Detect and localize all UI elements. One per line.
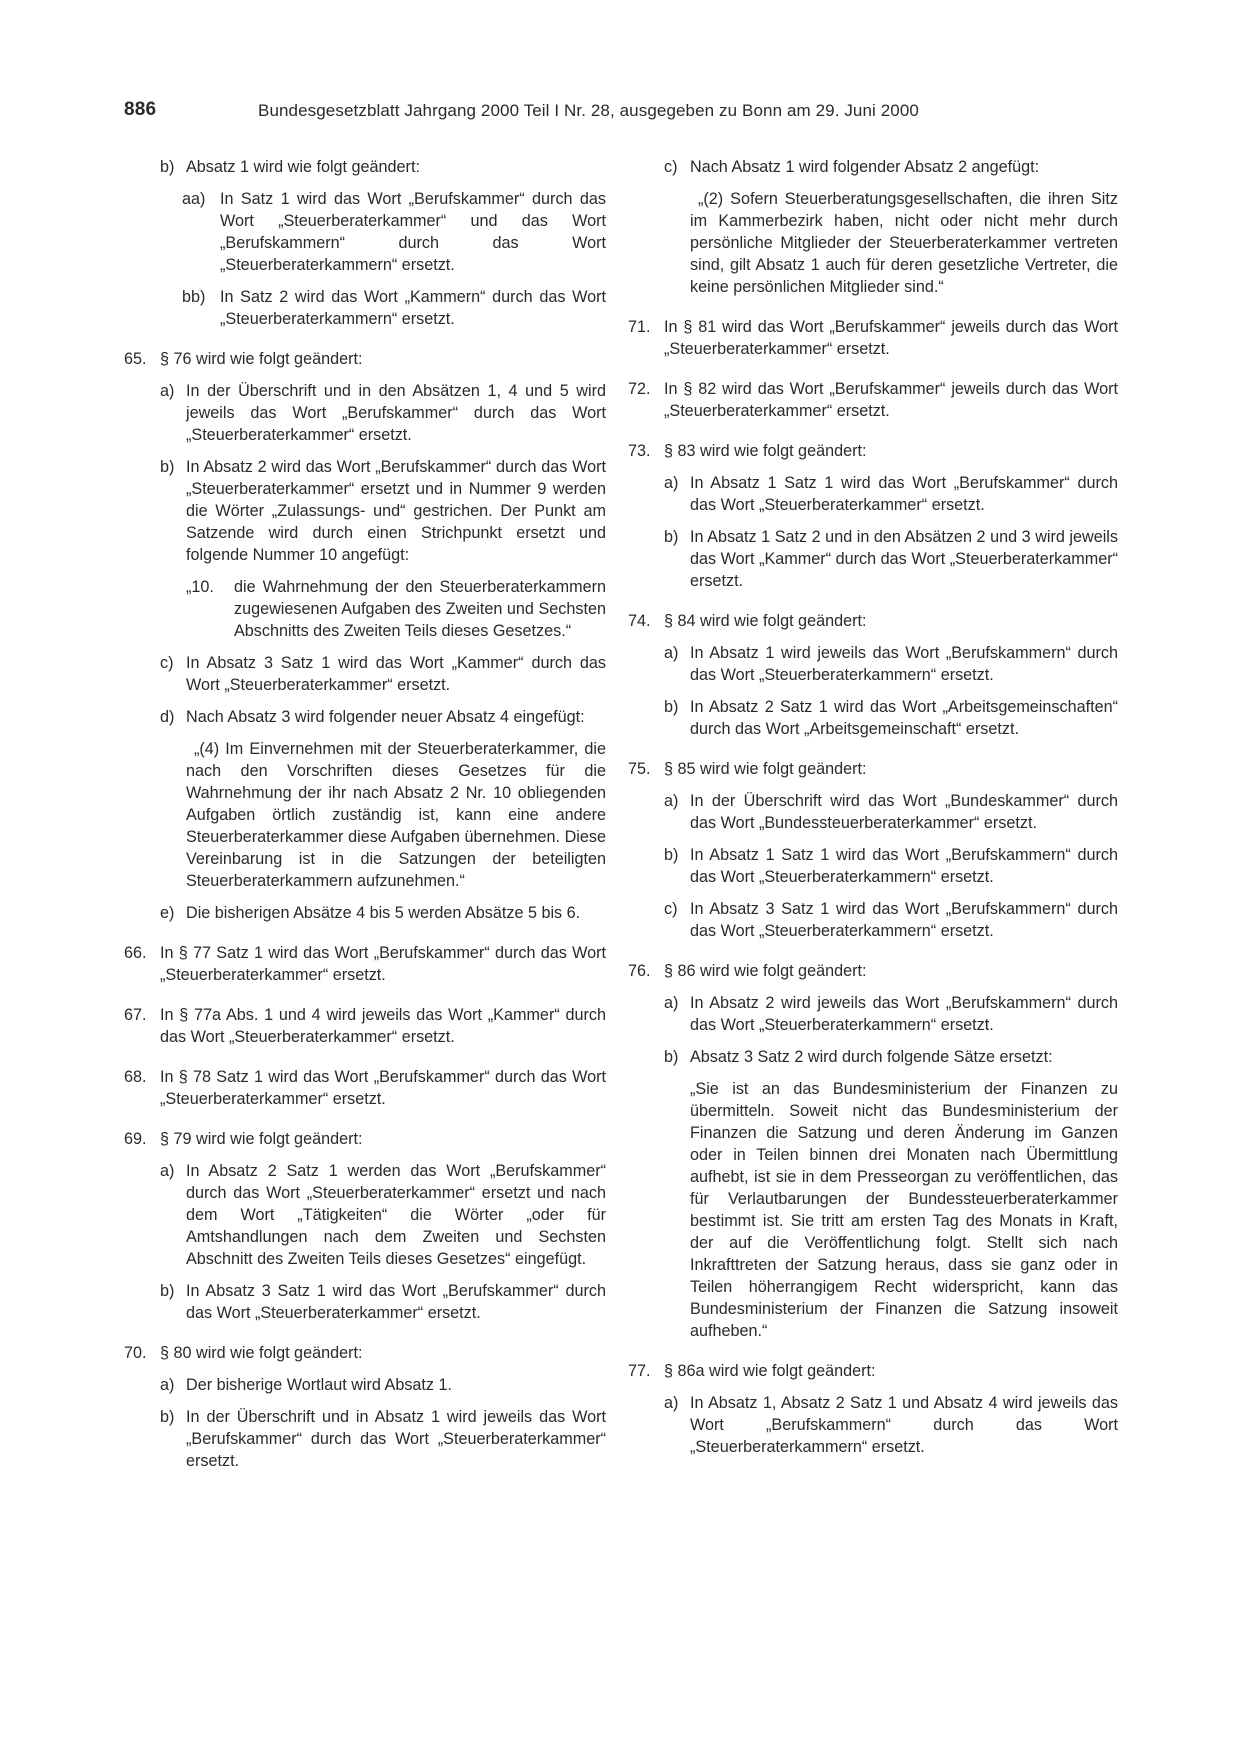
list-item: 67. In § 77a Abs. 1 und 4 wird jeweils das Wort „Kammer“ durch das Wort „Steuerberaterkammer“ ersetzt. [124,1006,606,1046]
list-item: 69. § 79 wird wie folgt geändert: [124,1130,363,1148]
list-item: 77. § 86a wird wie folgt geändert: [628,1362,876,1380]
page-number: 886 [124,99,157,120]
list-item: 75. § 85 wird wie folgt geändert: [628,760,867,778]
list-item: a) In Absatz 1 Satz 1 wird das Wort „Berufskammer“ durch das Wort „Steuerberaterkammer“ ersetzt. [664,474,1118,514]
list-item: b) In Absatz 3 Satz 1 wird das Wort „Berufskammer“ durch das Wort „Steuerberaterkammer“ ersetzt. [160,1282,606,1322]
quoted-paragraph: „(4) Im Einvernehmen mit der Steuerberaterkammer, die nach den Vorschriften dieses Gesetzes für die Wahrnehmung der ihr nach Absatz 2 Nr. 10 obliegenden Aufgaben örtlich zuständig ist, kann eine andere Steuerberaterkammer diese Aufgaben übernehmen. Diese Vereinbarung ist in die Satzungen der beteiligten Steuerberaterkammern aufzunehmen.“ [186,740,606,890]
list-item: 73. § 83 wird wie folgt geändert: [628,442,867,460]
list-item: b) In Absatz 1 Satz 1 wird das Wort „Berufskammern“ durch das Wort „Steuerberaterkammern“ ersetzt. [664,846,1118,886]
list-item: a) In Absatz 1 wird jeweils das Wort „Berufskammern“ durch das Wort „Steuerberaterkammern“ ersetzt. [664,644,1118,684]
list-item: 66. In § 77 Satz 1 wird das Wort „Berufskammer“ durch das Wort „Steuerberaterkammer“ ersetzt. [124,944,606,984]
list-item: c) Nach Absatz 1 wird folgender Absatz 2 angefügt: [664,158,1040,176]
left-column [124,156,606,1482]
list-item: 74. § 84 wird wie folgt geändert: [628,612,867,630]
running-header: Bundesgesetzblatt Jahrgang 2000 Teil I Nr. 28, ausgegeben zu Bonn am 29. Juni 2000 [258,101,919,120]
list-item: 65. § 76 wird wie folgt geändert: [124,350,363,368]
list-item: a) In der Überschrift wird das Wort „Bundeskammer“ durch das Wort „Bundessteuerberaterkammer“ ersetzt. [664,792,1118,832]
list-item: b) In Absatz 2 wird das Wort „Berufskammer“ durch das Wort „Steuerberaterkammer“ ersetzt und in Nummer 9 werden die Wörter „Zulassungs- und“ gestrichen. Der Punkt am Satzende wird durch einen Strichpunkt ersetzt und folgende Nummer 10 angefügt: [160,458,606,564]
list-item: b) In Absatz 2 Satz 1 wird das Wort „Arbeitsgemeinschaften“ durch das Wort „Arbeitsgemeinschaft“ ersetzt. [664,698,1118,738]
list-item: a) In der Überschrift und in den Absätzen 1, 4 und 5 wird jeweils das Wort „Berufskammer“ durch das Wort „Steuerberaterkammer“ ersetzt. [160,382,606,444]
list-item: d) Nach Absatz 3 wird folgender neuer Absatz 4 eingefügt: [160,708,585,726]
quoted-paragraph: „(2) Sofern Steuerberatungsgesellschaften, die ihren Sitz im Kammerbezirk haben, nicht oder nicht mehr durch persönliche Mitglieder der Steuerberaterkammer vertreten sind, gilt Absatz 1 auch für deren gesetzliche Vertreter, die keine persönlichen Mitglieder sind.“ [690,190,1118,296]
list-item: b) In Absatz 1 Satz 2 und in den Absätzen 2 und 3 wird jeweils das Wort „Kammer“ durch das Wort „Steuerberaterkammer“ ersetzt. [664,528,1118,590]
list-item: a) Der bisherige Wortlaut wird Absatz 1. [160,1376,453,1394]
list-item: aa) In Satz 1 wird das Wort „Berufskammer“ durch das Wort „Steuerberaterkammer“ und das Wort „Berufskammern“ durch das Wort „Steuerberaterkammern“ ersetzt. [182,190,606,274]
list-item: c) In Absatz 3 Satz 1 wird das Wort „Berufskammern“ durch das Wort „Steuerberaterkammern“ ersetzt. [664,900,1118,940]
list-item: a) In Absatz 1, Absatz 2 Satz 1 und Absatz 4 wird jeweils das Wort „Berufskammern“ durch das Wort „Steuerberaterkammern“ ersetzt. [664,1394,1118,1456]
list-item: a) In Absatz 2 Satz 1 werden das Wort „Berufskammer“ durch das Wort „Steuerberaterkammer“ ersetzt und nach dem Wort „Tätigkeiten“ die Wörter „oder für Amtshandlungen nach dem Zweiten und Sechsten Abschnitt des Zweiten Teils dieses Gesetzes“ eingefügt. [160,1162,606,1268]
list-item: 72. In § 82 wird das Wort „Berufskammer“ jeweils durch das Wort „Steuerberaterkammer“ ersetzt. [628,380,1118,420]
right-column [628,156,1118,1468]
list-item: b) Absatz 3 Satz 2 wird durch folgende Sätze ersetzt: [664,1048,1053,1066]
list-item: 76. § 86 wird wie folgt geändert: [628,962,867,980]
list-item: 70. § 80 wird wie folgt geändert: [124,1344,363,1362]
list-item: b) In der Überschrift und in Absatz 1 wird jeweils das Wort „Berufskammer“ durch das Wort „Steuerberaterkammer“ ersetzt. [160,1408,606,1470]
list-item: c) In Absatz 3 Satz 1 wird das Wort „Kammer“ durch das Wort „Steuerberaterkammer“ ersetzt. [160,654,606,694]
list-item: bb) In Satz 2 wird das Wort „Kammern“ durch das Wort „Steuerberaterkammern“ ersetzt. [182,288,606,328]
list-item: b) Absatz 1 wird wie folgt geändert: [160,158,420,176]
quoted-item: „10. die Wahrnehmung der den Steuerberaterkammern zugewiesenen Aufgaben des Zweiten und Sechsten Abschnitts des Zweiten Teils dieses Gesetzes.“ [186,578,606,640]
list-item: 68. In § 78 Satz 1 wird das Wort „Berufskammer“ durch das Wort „Steuerberaterkammer“ ersetzt. [124,1068,606,1108]
list-item: a) In Absatz 2 wird jeweils das Wort „Berufskammern“ durch das Wort „Steuerberaterkammern“ ersetzt. [664,994,1118,1034]
list-item: e) Die bisherigen Absätze 4 bis 5 werden Absätze 5 bis 6. [160,904,581,922]
quoted-paragraph: „Sie ist an das Bundesministerium der Finanzen zu übermitteln. Soweit nicht das Bundesministerium der Finanzen die Satzung und deren Änderung im Ganzen oder in Teilen binnen drei Monaten nach Übermittlung aufhebt, ist sie in dem Presseorgan zu veröffentlichen, das für Verlautbarungen der Bundessteuerberaterkammer bestimmt ist. Sie tritt am ersten Tag des Monats in Kraft, der auf die Veröffentlichung folgt. Stellt sich nach Inkrafttreten der Satzung heraus, dass sie ganz oder in Teilen höherrangigem Recht widerspricht, kann das Bundesministerium der Finanzen die Satzung insoweit aufheben.“ [690,1080,1118,1340]
list-item: 71. In § 81 wird das Wort „Berufskammer“ jeweils durch das Wort „Steuerberaterkammer“ ersetzt. [628,318,1118,358]
